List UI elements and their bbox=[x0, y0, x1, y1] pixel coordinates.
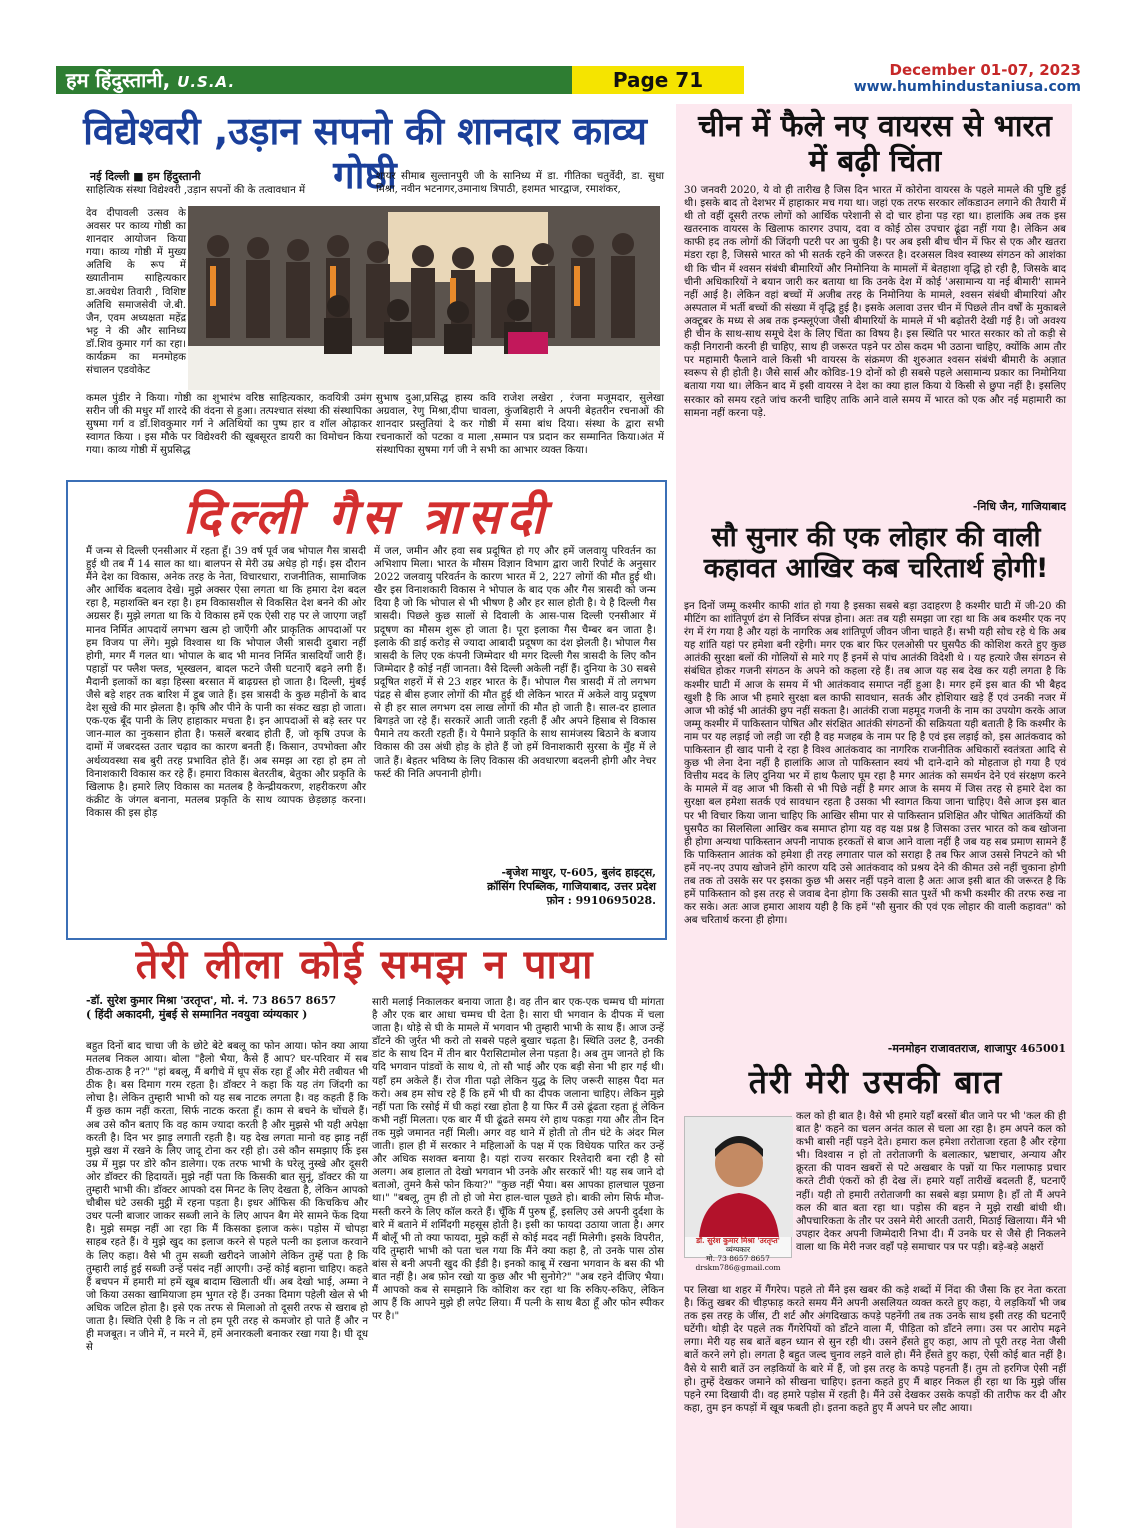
issue-date: December 01-07, 2023 bbox=[889, 61, 1081, 79]
article2-text-right: में जल, जमीन और हवा सब प्रदूषित हो गए और हमें जलवायु परिवर्तन का अभिशाप मिला। भारत के मौसम विज्ञान विभाग द्वारा जारी रिपोर्ट के अनुसार 2022 जलवायु परिवर्तन के कारण भारत में 2, 227 लोगों की मौत हुई थी। खैर इस विनाशकारी विकास ने भोपाल के बाद एक और गैस त्रासदी को जन्म दिया है जो कि भोपाल से भी भीषण है और हर साल होती है। ये है दिल्ली गैस त्रासदी। पिछले कुछ सालों से दिवाली के आस-पास दिल्ली एनसीआर में प्रदूषण का मौसम शुरू हो जाता है। पूरा इलाका गैस चैम्बर बन जाता है। इलाके की डाई करोड़ से ज्यादा आबादी प्रदूषण का दंश झेलती है। भोपाल गैस त्रासदी के लिए एक कंपनी जिम्मेदार थी मगर दिल्ली गैस त्रासदी के लिए कौन जिम्मेदार है कोई नहीं जानता। वैसे दिल्ली अकेली नहीं हैं। दुनिया के 30 सबसे प्रदूषित शहरों में से 23 शहर भारत के हैं। भोपाल गैस त्रासदी में तो लगभग पंद्रह से बीस हजार लोगों की मौत हुई थी लेकिन भारत में अकेले वायु प्रदूषण से ही हर साल लगभग दस लाख लोगों की मौत हो जाती है। साल-दर हालात बिगड़ते जा रहे हैं। सरकारें आती जाती रहती हैं और अपने हिसाब से विकास पैमाने तय करती रहती हैं। ये पैमाने प्रकृति के साथ सामंजस्य बिठाने के बजाय विकास की उस अंधी होड़ के होते हैं जो हमें विनाशकारी सुरसा के मुँह में ले जाते हैं। बेहतर भविष्य के लिए विकास की अवधारणा बदलनी होगी और नेचर फर्स्ट की निति अपनानी होगी। bbox=[374, 546, 656, 780]
article3-author-note: ( हिंदी अकादमी, मुंबई से सम्मानित नवयुवा व्यंग्यकार ) bbox=[86, 1008, 308, 1021]
article1-text-bottom-left: कमल पुंडीर ने किया। गोष्ठी का शुभारंभ वरिष्ठ साहित्यकार, कवयित्री उमंग सरीन जी की मधुर माँ शारदे की वंदना से हुआ। तत्पश्चात संस्था की संस्थापिका सुषमा गर्ग व डॉ.शिवकुमार गर्ग ने अतिथियों का पुष्प हार व शॉल ओढ़ाकर स्वागत किया । इस मौके पर विद्येश्वरी की खूबसूरत डायरी का विमोचन किया गया। काव्य गोष्ठी में सुप्रसिद्ध bbox=[86, 393, 372, 457]
event-group-photo bbox=[188, 206, 660, 390]
article2-signature bbox=[374, 866, 656, 928]
page-number: Page 71 bbox=[572, 66, 744, 94]
article3-text-left: बहुत दिनों बाद चाचा जी के छोटे बेटे बबलू का फोन आया। फोन क्या आया मतलब निकल आया। बोला "हैलो भैया, कैसे हैं आप? घर-परिवार में सब ठीक-ठाक है न?" "हां बबलू, मैं बगीचे में धूप सेंक रहा हूँ और मेरी तबीयत भी ठीक है। बस दिमाग गरम रहता है। डॉक्टर ने कहा कि यह तंग जिंदगी का लोचा है। लेकिन तुम्हारी भाभी को यह सब नाटक लगता है। वह कहती हैं कि मैं कुछ काम नहीं करता, सिर्फ नाटक करता हूँ। काम से बचने के चोंचले हैं। अब उसे कौन बताए कि वह काम ज्यादा करती है और मुझसे भी यही अपेक्षा करती है। दिन भर झाड़ू लगाती रहती है। यह देख लगता मानो वह झाड़ू नहीं मुझे खश में रखने के लिए जादू टोना कर रही हो। उसे कौन समझाए कि इस उम्र में मुझ पर डोरे कौन डालेगा। एक तरफ भाभी के घरेलू नुस्खे और दूसरी ओर डॉक्टर की हिदायतें। मुझे नहीं पता कि किसकी बात सुनूं, डॉक्टर की या तुम्हारी भाभी की। डॉक्टर आपको दस मिनट के लिए देखता है, लेकिन आपको चौबीस घंटे उसकी मुट्ठी में रहना पड़ता है। इधर ऑफिस की किचकिच और उधर पत्नी बाजार जाकर सब्जी लाने के लिए आपन बैग मेरे सामने फेंक दिया है। मुझे समझ नहीं आ रहा कि मैं किसका इलाज करूं। पड़ोस में चोपड़ा साहब रहते हैं। वे मुझे खुद का इलाज करने से पहले पत्नी का इलाज करवाने के लिए कहा। वैसे भी तुम सब्जी खरीदने जाओगे लेकिन तुम्हें पता है कि तुम्हारी लाई हुई सब्जी उन्हें पसंद नहीं आएगी। उन्हें कोई बहाना चाहिए। कहते हैं बचपन में हमारी मां हमें खूब बादाम खिलाती थीं। अब देखो भाई, अम्मा ने जो किया उसका खामियाजा हम भुगत रहे हैं। उनका दिमाग पहेली खेल से भी अधिक जटिल होता है। इसे एक तरफ से मिलाओ तो दूसरी तरफ से खराब हो जाता है। स्थिति ऐसी है कि न तो हम पूरी तरह से कमजोर हो पाते हैं और न ही मजबूत। न जीने में, न मरने में, हमें अनारकली बनाकर रखा गया है। घी दूध से bbox=[86, 1041, 368, 1354]
article2-text-left: मैं जन्म से दिल्ली एनसीआर में रहता हूँ। 39 वर्ष पूर्व जब भोपाल गैस त्रासदी हुई थी तब मैं 14 साल का था। बालपन से मेरी उम्र अधेड़ हो गई। इस दौरान मैंने देश का विकास, अनेक तरह के नेता, विचारधारा, राजनीतिक, सामाजिक और आर्थिक बदलाव देखे। मुझे अक्सर ऐसा लगता था कि हमारा देश बदल रहा है, महाशक्ति बन रहा है। हम विकासशील से विकसित देश बनने की ओर अग्रसर हैं। मुझे लगता था कि ये विकास हमें एक ऐसी राह पर ले जाएगा जहाँ मानव निर्मित आपदायें लगभग खत्म हो जाएँगी और प्राकृतिक आपदाओं पर हम विजय पा लेंगे। मुझे विश्वास था कि भोपाल जैसी त्रासदी दुबारा नहीं होगी, मगर मैं गलत था। भोपाल के बाद भी मानव निर्मित त्रासदियाँ जारी हैं। पहाड़ों पर फ्लैश फ्लड, भूस्खलन, बादल फटने जैसी घटनाएँ बढ़ने लगी हैं। मैदानी इलाकों का बड़ा हिस्सा बरसात में बाढ़ग्रस्त हो जाता है। दिल्ली, मुंबई जैसे बड़े शहर तक बारिश में डूब जाते हैं। इस त्रासदी के कुछ महीनों के बाद देश सूखे की मार झेलता है। कृषि और पीने के पानी का संकट खड़ा हो जाता। एक-एक बूँद पानी के लिए हाहाकार मचता है। इन आपदाओं से बड़े स्तर पर जान-माल का नुकसान होता है। फसलें बरबाद होती हैं, जो कृषि उपज के दामों में जबरदस्त उतार चढ़ाव का कारण बनती हैं। किसान, उपभोक्ता और अर्थव्यवस्था सब बुरी तरह प्रभावित होते हैं। अब समझ आ रहा हो हम तो विनाशकारी विकास कर रहे हैं। हमारा विकास बेतरतीब, बेतुका और प्रकृति के खिलाफ है। हमारे लिए विकास का मतलब है केन्द्रीयकरण, शहरीकरण और कंक्रीट के जंगल बनाना, मतलब प्रकृति के साथ व्यापक छेड़छाड़ करना। विकास की इस होड़ bbox=[86, 546, 366, 819]
right2-signature: -मनमोहन राजावतराज, शाजापुर 465001 bbox=[887, 1042, 1066, 1055]
caption-role: व्यंग्यकार bbox=[725, 1245, 751, 1254]
caption-phone: मो. 73 8657 8657 bbox=[706, 1254, 770, 1263]
article3-author: -डॉ. सुरेश कुमार मिश्रा 'उरतृप्त', मो. नं. 73 8657 8657 bbox=[86, 994, 337, 1007]
right2-headline: सौ सुनार की एक लोहार की वाली कहावत आखिर कब चरितार्थ होगी! bbox=[703, 522, 1049, 585]
masthead bbox=[56, 62, 1081, 96]
right3-text-top: कल को ही बात है। वैसे भी हमारे यहाँ बरसों बीत जाने पर भी 'कल की ही बात है' कहने का चलन अनंत काल से चला आ रहा है। हम अपने कल को कभी बासी नहीं पड़ने देते। हमारा कल हमेशा तरोताजा रहता है और रहेगा भी। विश्वास न हो तो तरोताजगी के बलात्कार, भ्रष्टाचार, अन्याय और क्रूरता की पावन खबरों से पटे अखबार के पन्नों या फिर गलाफाड़ प्रचार करते टीवी एंकरों को ही देख लें। हमारे यहाँ तारीखें बदलती हैं, घटनाएँ नहीं। यही तो हमारी तरोताजगी का सबसे बड़ा प्रमाण है। हाँ तो मैं अपने कल की बात बता रहा था। पड़ोस की बहन ने मुझे राखी बांधी थी। औपचारिकता के तौर पर उसने मेरी आरती उतारी, मिठाई खिलाया। मैंने भी उपहार देकर अपनी जिम्मेदारी निभा दी। मैं उनके घर से जैसे ही निकलने वाला था कि मेरी नजर वहाँ पड़े समाचार पत्र पर पड़ी। बड़े-बड़े अक्षरों bbox=[796, 1111, 1066, 1253]
author-caption bbox=[684, 1236, 792, 1280]
group-photo-illustration bbox=[188, 206, 660, 390]
article1-intro: साहित्यिक संस्था विद्येश्वरी ,उड़ान सपनों की के तत्वावधान में bbox=[86, 185, 306, 196]
right2-text: इन दिनों जम्मू कश्मीर काफी शांत हो गया है इसका सबसे बड़ा उदाहरण है कश्मीर घाटी में जी-20 की मीटिंग का शांतिपूर्ण ढंग से निर्विघ्न संपन्न होना। अतः तब यही समझा जा रहा था कि अब कश्मीर एक नए रंग में रंग गया है और यहां के नागरिक अब शांतिपूर्ण जीवन जीना चाहते हैं। सभी यही सोच रहे थे कि अब यह शांति यहां पर हमेशा बनी रहेगी। मगर एक बार फिर एलओसी पर घुसपैठ की कोशिश करते हुए कुछ आतंकी सुरक्षा बलों की गोलियों से मारे गए हैं इनमें से पांच आतंकी विदेशी थे । यह हत्यारे जैस संगठन से संबंधित होकर गजनी संगठन के अपने को कहला रहे हैं। तब आज यह सब देख कर यही लगता है कि कश्मीर घाटी में आज के समय में भी आतंकवाद समाप्त नहीं हुआ है। मगर हमें इस बात की भी बैहद खुशी है कि आज भी हमारे सुरक्षा बल काफी सावधान, सतर्क और होशियार खड़े हैं एवं उनकी नजर में आज भी कोई भी आतंकी छुप नहीं सकता है। आतंकी राजा महमूद गजनी के नाम का उपयोग करके आज जम्मू कश्मीर में पाकिस्तान पोषित और संरक्षित आतंकी संगठनों की सक्रियता यही बताती है कि कश्मीर के नाम पर यह लड़ाई जो लड़ी जा रही है वह मजहब के नाम पर हि है एवं इस लड़ाई को, इस आतंकवाद को पाकिस्तान ही खाद पानी दे रहा है विश्व आतंकवाद का नागरिक राजनीतिक अधिकारों स्वतंत्रता आदि से कुछ भी लेना देना नहीं है हालांकि आज तो पाकिस्तान स्वयं भी दाने-दाने को मोहताज हो गया है एवं वित्तीय मदद के लिए दुनिया भर में हाथ फैलाए घूम रहा है मगर आतंक को समर्थन देने एवं संरक्षण करने के मामले में वह आज भी किसी से भी पिछे नहीं है मगर आज के समय में जिस तरह से हमारे देश का सुरक्षा बल हमेशा सतर्क एवं सावधान रहता है उसका भी स्वागत किया जाना चाहिए। वैसे आज इस बात पर भी विचार किया जाना चाहिए कि आखिर सीमा पार से पाकिस्तान प्रशिक्षित और पोषित आतंकियों की घुसपैठ का सिलसिला आखिर कब समाप्त होगा यह वह यक्ष प्रश्न है जिसका उत्तर भारत को कब खोजना ही होगा अन्यथा पाकिस्तान अपनी नापाक हरकतों से बाज आने वाला नहीं है जब यह सब प्रमाण सामने हैं कि पाकिस्तान आतंक को हमेशा ही तरह लगातार पाल को सराहा है तब फिर आज उससे निपटने को भी हमें नए-नए उपाय खोजने होंगे कारण यदि उसे आतंकवाद को प्रश्रय देने की कीमत उसे नहीं चुकाना होगी तब तक तो उसके सर पर इसका कुछ भी असर नहीं पड़ने वाला है अतः आज इसी बात की जरूरत है कि हमें पाकिस्तान को इस तरह से जवाब देना होगा कि उसकी सात पुश्तें भी कभी कश्मीर की तरफ रुख ना कर सके। अतः आज हमारा आशय यही है कि हमें "सौ सुनार की एवं एक लोहार की वाली कहावत" को अब चरितार्थ करना ही होगा। bbox=[684, 601, 1066, 927]
date-block bbox=[854, 62, 1081, 96]
article2-sign-line2: क्रॉसिंग रिपब्लिक, गाजियाबाद, उत्तर प्रदेश bbox=[487, 880, 656, 893]
caption-name: डॉ. सुरेश कुमार मिश्रा 'उरतृप्त' bbox=[696, 1236, 780, 1245]
article3-headline: तेरी लीला कोई समझ न पाया bbox=[135, 942, 595, 988]
brand-suffix: U.S.A. bbox=[177, 73, 236, 91]
article1-text-right-top: शायर सीमाब सुल्तानपुरी जी के सानिध्य में डा. गीतिका चतुर्वेदी, डा. सुधा मिश्रा, नवीन भटनागर,उमानाथ त्रिपाठी, हशमत भारद्वाज, रमाशंकर, bbox=[376, 171, 664, 196]
right3-text-bottom: पर लिखा था शहर में गैंगरेप। पहले तो मैंने इस खबर की कड़े शब्दों में निंदा की जैसा कि हर नेता करता है। किंतु खबर की चीड़फाड़ करते समय मैंने अपनी असलियत व्यक्त करते हुए कहा, ये लड़कियाँ भी जब तक इस तरह के जींस, टी शर्ट और अंगदिखाऊ कपड़े पहनेंगी तब तक उनके साथ इसी तरह की घटनाएँ घटेंगी। थोड़ी देर पहले तक गैंगरेपियों को डाँटने वाला मैं, पीड़िता को डाँटने लगा। उस पर आरोप मढ़ने लगा। मेरी यह सब बातें बहन ध्यान से सुन रही थी। उसने हँसते हुए कहा, आप तो पूरी तरह नेता जैसी बातें करने लगे हो। लगता है बहुत जल्द चुनाव लड़ने वाले हो। मैंने हँसते हुए कहा, ऐसी कोई बात नहीं है। वैसे ये सारी बातें उन लड़कियों के बारे में हैं, जो इस तरह के कपड़े पहनती हैं। तुम तो हरगिज ऐसी नहीं हो। तुम्हें देखकर जमाने को सीखना चाहिए। इतना कहते हुए मैं बाहर निकल ही रहा था कि मुझे जींस पहने रमा दिखायी दी। वह हमारे पड़ोस में रहती है। मैंने उसे देखकर उसके कपड़ों की तारीफ कर दी और कहा, तुम इन कपड़ों में खूब फबती हो। इतना कहते हुए मैं अपने घर लौट आया। bbox=[684, 1285, 1066, 1414]
right1-headline: चीन में फैले नए वायरस से भारत में बढ़ी चिंता bbox=[698, 109, 1052, 179]
article2-headline: दिल्ली गैस त्रासदी bbox=[183, 489, 550, 545]
caption-email: drskm786@gmail.com bbox=[695, 1263, 781, 1272]
article2-sign-line3: फ़ोन : 9910695028. bbox=[546, 894, 656, 907]
article1-headline: विद्येश्वरी ,उड़ान सपनो की शानदार काव्य गोष्ठी bbox=[83, 109, 647, 197]
author-portrait-illustration bbox=[685, 1117, 793, 1237]
article1-text-bottom-right: सुभाष दुआ,प्रसिद्ध हास्य कवि राजेश लखेरा , रंजना मजूमदार, सुलेखा अग्रवाल, रेणु मिश्रा,दीपा चावला, कुंजबिहारी ने अपनी बेहतरीन रचनाओं की शानदार प्रस्तुतियां दे कर गोष्ठी में समा बांध दिया। संस्था के द्वारा सभी रचनाकारों को पटका व माला ,सम्मान पत्र प्रदान कर सम्मानित किया।अंत में संस्थापिका सुषमा गर्ग जी ने सभी का आभार व्यक्त किया। bbox=[376, 393, 664, 457]
brand-name: हम हिंदुस्तानी, bbox=[66, 68, 171, 92]
right3-headline: तेरी मेरी उसकी बात bbox=[748, 1063, 1004, 1101]
article2-sign-line1: -बृजेश माथुर, ए-605, बुलंद हाइट्स, bbox=[501, 866, 656, 879]
right1-text: 30 जनवरी 2020, ये वो ही तारीख है जिस दिन भारत में कोरोना वायरस के पहले मामले की पुष्टि हुई थी। इसके बाद तो देशभर में हाहाकार मच गया था। जहां एक तरफ सरकार लॉकडाउन लगाने की तैयारी में थी तो वहीं दूसरी तरफ लोगों को आर्थिक परेशानी से दो चार होना पड़ रहा था। हालांकि अब तक इस खतरनाक वायरस के खिलाफ कारगर उपाय, दवा व कोई ठोस उपचार ढूंढा नहीं गया है। लेकिन अब काफी हद तक लोगों की जिंदगी पटरी पर आ चुकी है। पर अब इसी बीच चीन में फिर से एक और खतरा मंडरा रहा है, जिससे भारत को भी सतर्क रहने की जरूरत है। दरअसल विश्व स्वास्थ्य संगठन को आशंका थी कि चीन में श्वसन संबंधी बीमारियों और निमोनिया के मामलों में बेतहाशा वृद्धि हो रही है, जिसके बाद चीनी अधिकारियों ने बयान जारी कर बताया था कि उनके देश में कोई 'असामान्य या नई बीमारी' सामने नहीं आई है। लेकिन वहां बच्चों में अजीब तरह के निमोनिया के मामले, श्वसन संबंधी बीमारियां और अस्पताल में भर्ती बच्चों की संख्या में वृद्धि हुई है। इसके अलावा उत्तर चीन में पिछले तीन वर्षों के मुकाबले अक्टूबर के मध्य से अब तक इन्फ्लूएंजा जैसी बीमारियों के मामले में भी बढ़ोतरी देखी गई है। जो अवश्य ही चीन के साथ-साथ समूचे देश के लिए चिंता का विषय है। इस स्थिति पर भारत सरकार को तो कड़ी से कड़ी निगरानी करनी ही चाहिए, साथ ही जरूरत पड़ने पर ठोस कदम भी उठाना चाहिए, क्योंकि आम तौर पर महामारी फैलाने वाले किसी भी वायरस के संक्रमण की शुरुआत श्वसन संबंधी बीमारी के अज्ञात स्वरूप से ही होती है। जैसे सार्स और कोविड-19 दोनों को ही सबसे पहले असामान्य प्रकार का निमोनिया बताया गया था। लेकिन बाद में इसी वायरस ने देश का क्या हाल किया ये किसी से छुपा नहीं है। इसलिए सरकार को समय रहते जांच करनी चाहिए ताकि आने वाले समय में भारत को एक और नई महामारी का सामना नहीं करना पड़े. bbox=[684, 185, 1066, 419]
website-link[interactable]: www.humhindustaniusa.com bbox=[853, 79, 1081, 95]
article1-text-narrow: देव दीपावली उत्सव के अवसर पर काव्य गोष्ठी का शानदार आयोजन किया गया। काव्य गोष्ठी में मुख्य अतिथि के रूप में ख्यातीनाम साहित्यकार डा.अवधेश तिवारी , विशिष्ट अतिथि समाजसेवी जे.बी. जैन, एवम अध्यक्षता महेंद्र भट्ट ने की और सानिध्य डॉ.शिव कुमार गर्ग का रहा। कार्यक्रम का मनमोहक संचालन एडवोकेट bbox=[86, 208, 186, 377]
article1-byline: नई दिल्ली ■ हम हिंदुस्तानी bbox=[90, 170, 201, 183]
brand-bar bbox=[56, 66, 572, 94]
article3-byline bbox=[86, 994, 366, 1024]
right1-signature: -निधि जैन, गाजियाबाद bbox=[972, 500, 1066, 513]
article3-text-right: सारी मलाई निकालकर बनाया जाता है। वह तीन बार एक-एक चम्मच घी मांगता है और एक बार आधा चम्मच घी देता है। सारा घी भगवान के दीपक में चला जाता है। थोड़े से घी के मामले में भगवान भी तुम्हारी भाभी के साथ हैं। आज उन्हें डॉटने की जुर्रत भी करो तो सबसे पहले बुखार चढ़ता है। स्थिति उलट है, उनकी डांट के साथ दिन में तीन बार पैरासिटामोल लेना पड़ता है। अब तुम जानते हो कि यदि भगवान पांडवों के साथ थे, तो सौ भाई और एक बड़ी सेना भी हार गई थी। यहाँ हम अकेले हैं। रोज गीता पढ़ो लेकिन युद्ध के लिए जरूरी साहस पैदा मत करो। अब हम सोच रहे हैं कि हमें भी घी का दीपक जलाना चाहिए। लेकिन मुझे नहीं पता कि रसोई में घी कहां रखा होता है या फिर मैं उसे ढूंढता रहता हूं लेकिन कभी नहीं मिलता। एक बार मैं घी ढूंढते समय रंगे हाथ पकड़ा गया और तीन दिन तक मुझे जमानत नहीं मिली। अगर वह थाने में होती तो तीन घंटे के अंदर मिल जाती। हाल ही में सरकार ने महिलाओं के पक्ष में एक विधेयक पारित कर उन्हें और अधिक सशक्त बनाया है। यहां राज्य सरकार रिश्तेदारी बना रही है सो अलग। अब हालात तो देखो भगवान भी उनके और सरकारें भी! यह सब जाने दो बताओ, तुमने कैसे फोन किया?" "कुछ नहीं भैया। बस आपका हालचाल पूछना था।" "बबलू, तुम ही तो हो जो मेरा हाल-चाल पूछते हो। बाकी लोग सिर्फ मौज-मस्ती करने के लिए कॉल करते हैं। चूँकि मैं पुरुष हूँ, इसलिए उसे अपनी दुर्दशा के बारे में बताने में शर्मिंदगी महसूस होती है। इसी का फायदा उठाया जाता है। अगर मैं बोलूँ भी तो क्या फायदा, मुझे कहीं से कोई मदद नहीं मिलेगी। इसके विपरीत, यदि तुम्हारी भाभी को पता चल गया कि मैंने क्या कहा है, तो उनके पास ठोस बांस से बनी अपनी खुद की ईंडी है। इनको काबू में रखना भगवान के बस की भी बात नहीं है। अब फ़ोन रखो या कुछ और भी सुनोगे?" "अब रहने दीजिए भैया। मैं आपको कब से समझाने कि कोशिश कर रहा था कि रुकिए-रुकिए, लेकिन आप हैं कि आपने मुझे ही लपेट लिया। मैं पत्नी के साथ बैठा हूँ और फोन स्पीकर पर है।" bbox=[372, 997, 664, 1323]
